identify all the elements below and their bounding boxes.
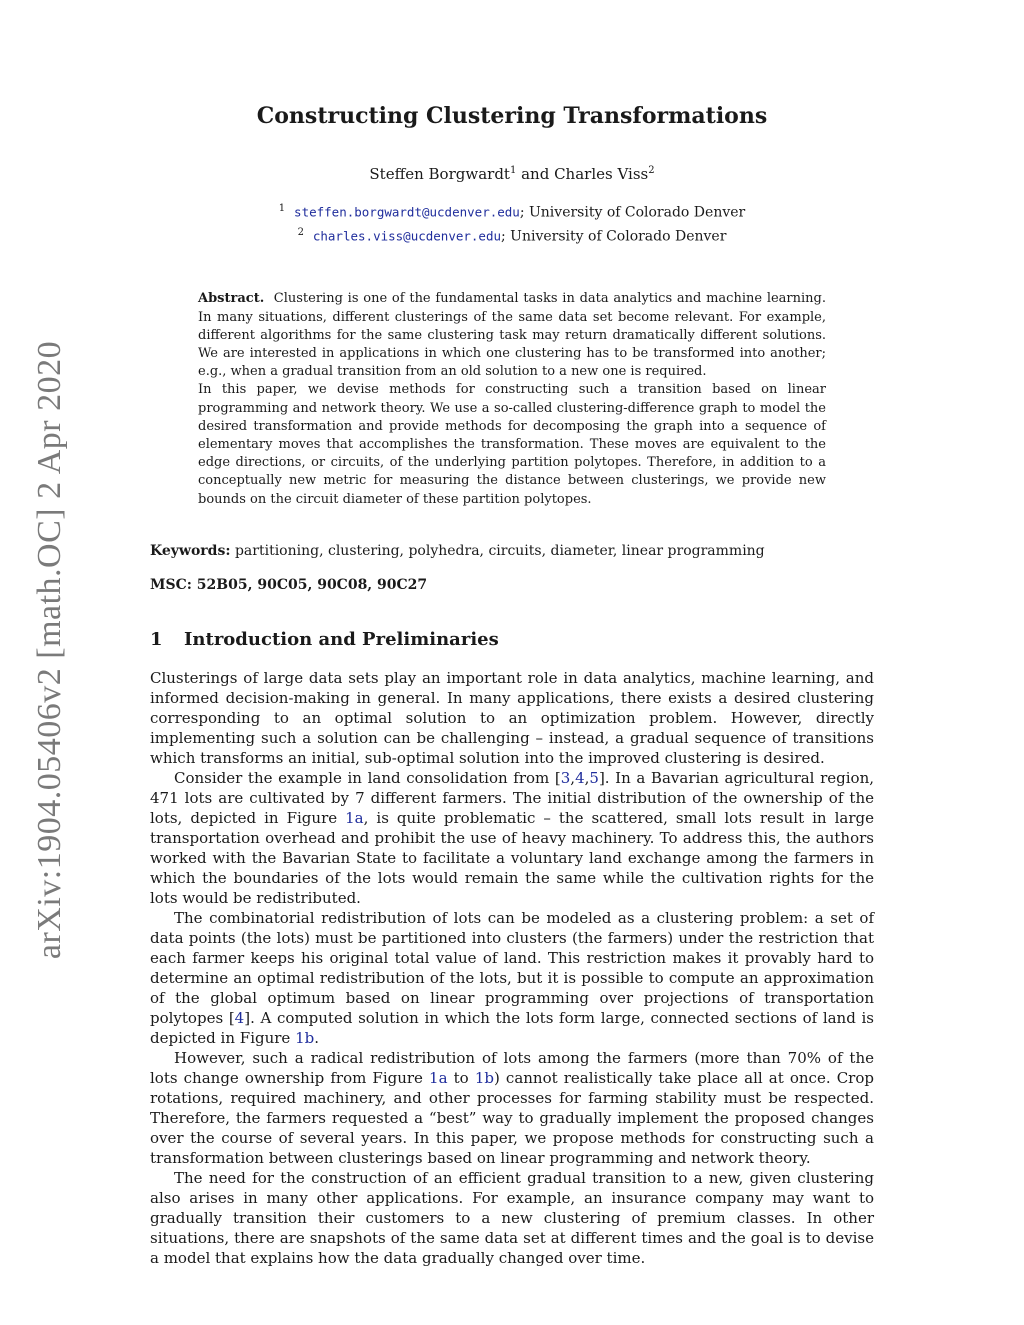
- figure-link[interactable]: 1b: [474, 1068, 494, 1087]
- keywords-text: partitioning, clustering, polyhedra, circuits, diameter, linear programming: [234, 542, 765, 559]
- email-link-1[interactable]: steffen.borgwardt@ucdenver.edu: [294, 204, 520, 220]
- section-title: Introduction and Preliminaries: [184, 628, 499, 650]
- paragraph-5: The need for the construction of an efficient gradual transition to a new, given clustering also arises in many other applications. For example, an insurance company may want to gradually transition their customers to a new clustering of premium classes. In other situations, there are snapshots of the same data set at different times and the goal is to devise a model that explains how the data gradually changed over time.: [150, 1168, 874, 1267]
- citation-link[interactable]: 3: [560, 768, 571, 787]
- paper-title: Constructing Clustering Transformations: [256, 103, 768, 129]
- author-2: Charles Viss: [554, 165, 649, 183]
- msc-label: MSC:: [150, 576, 192, 593]
- abstract-paragraph-1: Abstract. Clustering is one of the fundamental tasks in data analytics and machine learning. In many situations, different clusterings of the same data set become relevant. For example, different algorithms for the same clustering task may return dramatically different solutions. We are interested in applications in which one clustering has to be transformed into another; e.g., when a gradual transition from an old solution to a new one is required.: [198, 291, 827, 380]
- abstract-label: Abstract.: [198, 291, 265, 307]
- email-link-2[interactable]: charles.viss@ucdenver.edu: [312, 228, 502, 244]
- arxiv-identifier: [20, 340, 80, 960]
- affiliations: [150, 199, 874, 246]
- paragraph-3: The combinatorial redistribution of lots can be modeled as a clustering problem: a set of data points (the lots) must be partitioned into clusters (the farmers) under the restriction that each farmer keeps his original total value of land. This restriction makes it provably hard to determine an optimal redistribution of the lots, but it is possible to compute an approximation of the global optimum based on linear programming over projections of transportation polytopes [4]. A computed solution in which the lots form large, connected sections of land is depicted in Figure 1b.: [150, 908, 874, 1047]
- paper-page: [150, 95, 874, 1268]
- section-heading: [150, 629, 874, 650]
- keywords-label: Keywords:: [150, 542, 231, 559]
- paragraph-1: Clusterings of large data sets play an important role in data analytics, machine learning, and informed decision-making in general. In many applications, there exists a desired clustering corresponding to an optimal solution to an optimization problem. However, directly implementing such a solution can be challenging – instead, a gradual sequence of transitions which transforms an initial, sub-optimal solution into the improved clustering is desired.: [150, 668, 874, 767]
- body-text: [150, 668, 874, 1268]
- citation-link[interactable]: 4: [575, 768, 585, 787]
- section-number: 1: [150, 628, 163, 650]
- paragraph-2: Consider the example in land consolidation from [3,4,5]. In a Bavarian agricultural region, 471 lots are cultivated by 7 different farmers. The initial distribution of the ownership of the lots, depicted in Figure 1a, is quite problematic – the scattered, small lots result in large transportation overhead and prohibit the use of heavy machinery. To address this, the authors worked with the Bavarian State to facilitate a voluntary land exchange among the farmers in which the boundaries of the lots would remain the same while the cultivation rights for the lots would be redistributed.: [150, 768, 874, 907]
- citation-link[interactable]: 5: [589, 768, 599, 787]
- figure-link[interactable]: 1b: [295, 1028, 315, 1047]
- abstract-paragraph-2: In this paper, we devise methods for constructing such a transition based on linear programming and network theory. We use a so-called clustering-difference graph to model the desired transformation and provide methods for decomposing the graph into a sequence of elementary moves that accomplishes the transformation. These moves are equivalent to the edge directions, or circuits, of the underlying partition polytopes. Therefore, in addition to a conceptually new metric for measuring the distance between clusterings, we provide new bounds on the circuit diameter of these partition polytopes.: [198, 382, 826, 507]
- keywords: [150, 543, 874, 559]
- affiliation-1: $^1$ steffen.borgwardt@ucdenver.edu; University of Colorado Denver: [278, 203, 746, 221]
- author-line: Steffen Borgwardt$^1$ and Charles Viss$^2$: [369, 165, 655, 183]
- msc-text: 52B05, 90C05, 90C08, 90C27: [196, 576, 428, 593]
- abstract: [198, 290, 826, 508]
- paragraph-4: However, such a radical redistribution of lots among the farmers (more than 70% of the lots change ownership from Figure 1a to 1b) cannot realistically take place all at once. Crop rotations, required machinery, and other processes for farming stability must be respected. Therefore, the farmers requested a “best” way to gradually implement the proposed changes over the course of several years. In this paper, we propose methods for constructing such a transformation between clusterings based on linear programming and network theory.: [150, 1048, 874, 1167]
- figure-link[interactable]: 1a: [345, 808, 364, 827]
- figure-link[interactable]: 1a: [429, 1068, 448, 1087]
- affiliation-2: $^2$ charles.viss@ucdenver.edu; University of Colorado Denver: [297, 226, 727, 245]
- arxiv-identifier-text: arXiv:1904.05406v2 [math.OC] 2 Apr 2020: [31, 340, 68, 960]
- msc-codes: [150, 577, 874, 593]
- author-1: Steffen Borgwardt: [369, 165, 510, 183]
- citation-link[interactable]: 4: [234, 1008, 245, 1027]
